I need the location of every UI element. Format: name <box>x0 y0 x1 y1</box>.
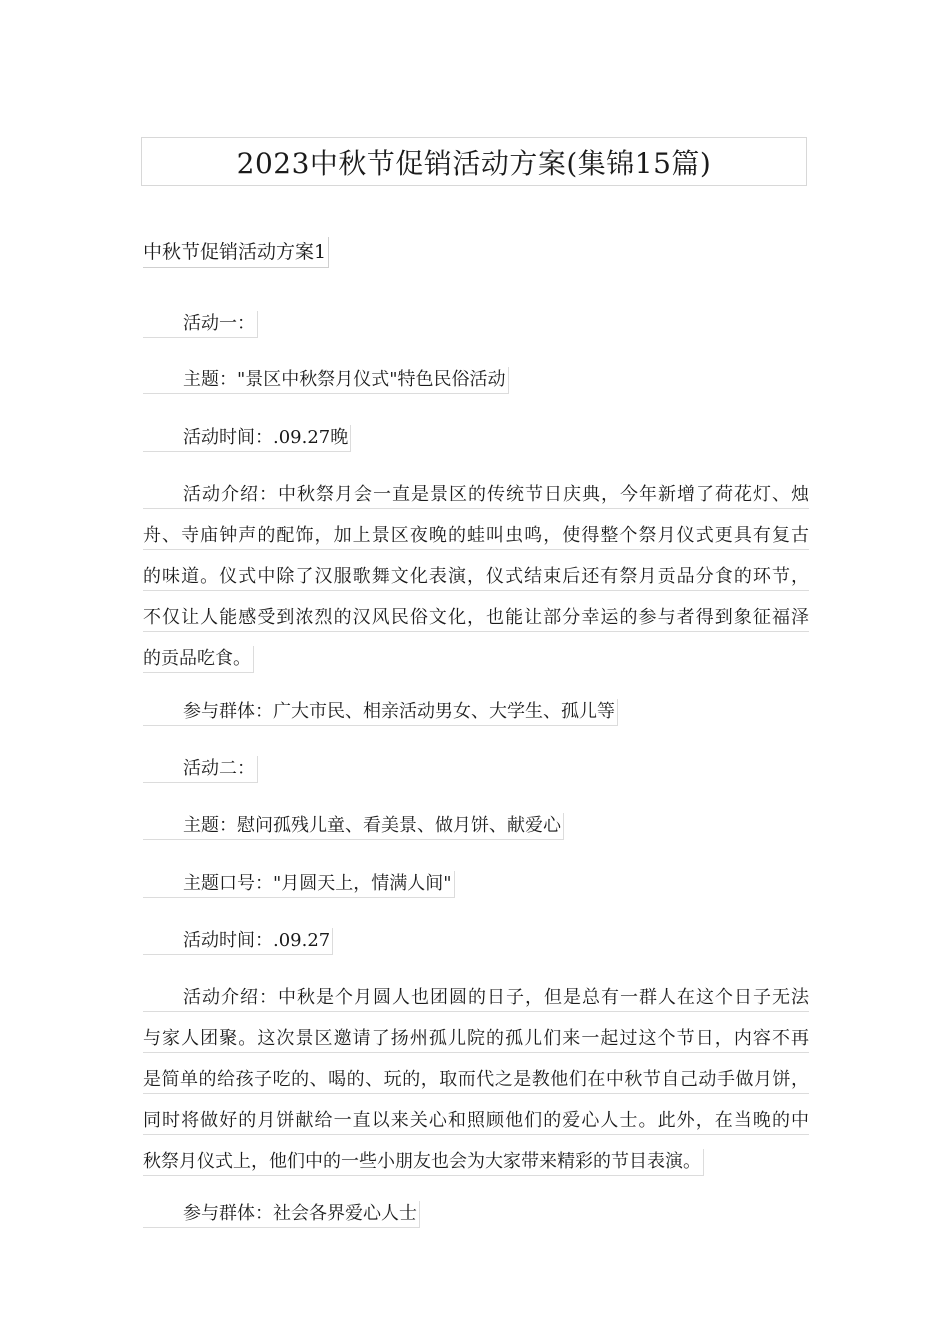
activity1-intro-line: 的贡品吃食。 <box>143 646 254 673</box>
activity1-label: 活动一： <box>143 311 258 338</box>
activity1-intro-line: 舟、寺庙钟声的配饰，加上景区夜晚的蛙叫虫鸣，使得整个祭月仪式更具有复古 <box>143 523 809 550</box>
activity1-participants: 参与群体：广大市民、相亲活动男女、大学生、孤儿等 <box>143 699 618 726</box>
activity2-label: 活动二： <box>143 756 258 783</box>
activity1-intro-line: 不仅让人能感受到浓烈的汉风民俗文化，也能让部分幸运的参与者得到象征福泽 <box>143 605 809 632</box>
activity2-intro-line: 是简单的给孩子吃的、喝的、玩的，取而代之是教他们在中秋节自己动手做月饼， <box>143 1067 809 1094</box>
activity2-intro-line: 同时将做好的月饼献给一直以来关心和照顾他们的爱心人士。此外，在当晚的中 <box>143 1108 809 1135</box>
activity1-intro-line: 活动介绍：中秋祭月会一直是景区的传统节日庆典，今年新增了荷花灯、烛 <box>143 482 809 509</box>
activity2-intro <box>143 985 809 1190</box>
activity1-intro <box>143 482 809 687</box>
activity1-time: 活动时间：.09.27晚 <box>143 425 351 452</box>
section-heading: 中秋节促销活动方案1 <box>143 237 329 268</box>
activity2-theme: 主题：慰问孤残儿童、看美景、做月饼、献爱心 <box>143 813 564 840</box>
activity1-intro-line: 的味道。仪式中除了汉服歌舞文化表演，仪式结束后还有祭月贡品分食的环节， <box>143 564 809 591</box>
activity2-time: 活动时间：.09.27 <box>143 928 333 955</box>
document-title <box>141 137 807 186</box>
document-title-text: 2023中秋节促销活动方案(集锦15篇) <box>236 146 712 180</box>
activity2-slogan: 主题口号："月圆天上，情满人间" <box>143 871 455 898</box>
activity2-intro-line: 秋祭月仪式上，他们中的一些小朋友也会为大家带来精彩的节目表演。 <box>143 1149 704 1176</box>
activity2-intro-line: 与家人团聚。这次景区邀请了扬州孤儿院的孤儿们来一起过这个节日，内容不再 <box>143 1026 809 1053</box>
activity2-participants: 参与群体：社会各界爱心人士 <box>143 1201 420 1228</box>
activity1-theme: 主题："景区中秋祭月仪式"特色民俗活动 <box>143 367 509 394</box>
activity2-intro-line: 活动介绍：中秋是个月圆人也团圆的日子，但是总有一群人在这个日子无法 <box>143 985 809 1012</box>
